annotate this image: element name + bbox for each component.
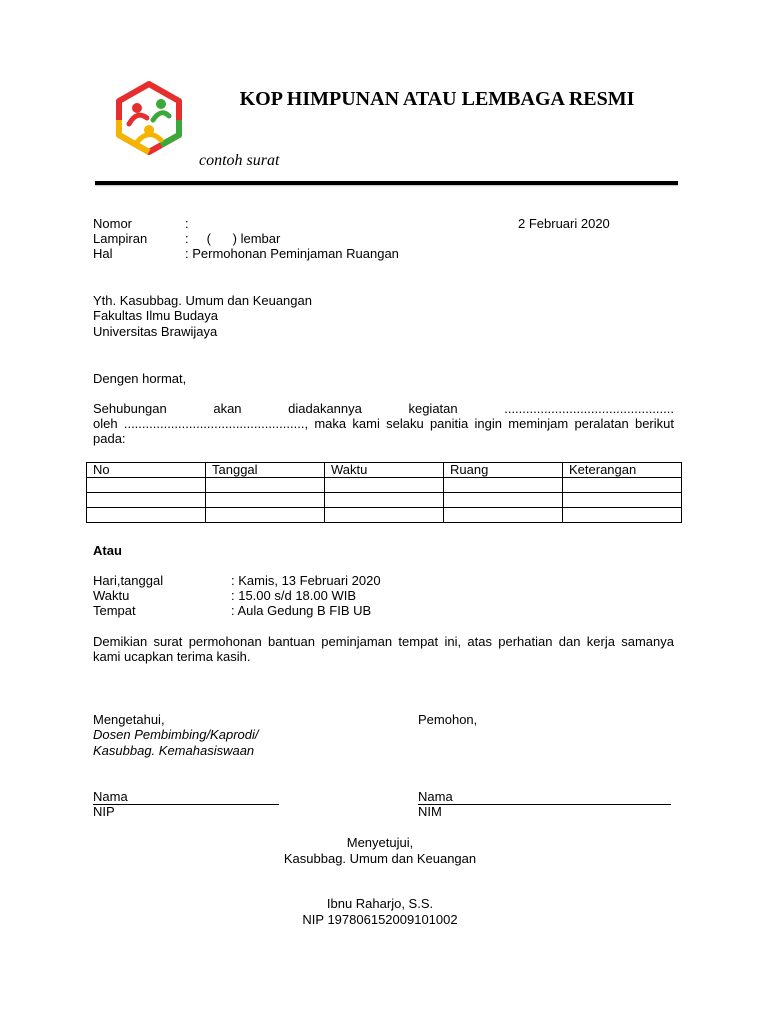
intro-rest: oleh .................................................., maka kami selaku panitia ingin meminjam peralatan berikut pada: (93, 416, 674, 446)
recipient-line-2: Fakultas Ilmu Budaya (93, 308, 219, 323)
hari-label: Hari,tanggal (93, 573, 164, 588)
intro-word: ............................................... (504, 401, 674, 416)
approver-nip: NIP 197806152009101002 (302, 912, 458, 927)
table-cell (87, 478, 206, 493)
right-signature-name (418, 789, 671, 805)
right-nim: NIM (418, 804, 442, 819)
table-cell (563, 493, 682, 508)
tempat-value: : Aula Gedung B FIB UB (231, 603, 372, 618)
approval-block (180, 835, 580, 867)
letterhead-subtitle: contoh surat (199, 152, 280, 169)
waktu-label: Waktu (93, 588, 130, 603)
table-cell (444, 508, 563, 523)
letterhead-divider (95, 181, 678, 185)
left-role-line-1: Dosen Pembimbing/Kaprodi/ (93, 727, 259, 742)
table-cell (325, 508, 444, 523)
table-cell (444, 493, 563, 508)
left-role-line-2: Kasubbag. Kemahasiswaan (93, 743, 255, 758)
closing-paragraph: Demikian surat permohonan bantuan peminjaman tempat ini, atas perhatian dan kerja samanya kami ucapkan terima kasih. (93, 634, 674, 664)
right-name-text: Nama (418, 789, 671, 805)
intro-first-line (93, 401, 674, 416)
hal-value: : Permohonan Peminjaman Ruangan (185, 246, 399, 261)
table-cell (325, 493, 444, 508)
hal-label: Hal (93, 246, 113, 261)
table-header-cell: Tanggal (206, 463, 325, 478)
table-header-cell: Waktu (325, 463, 444, 478)
table-cell (563, 478, 682, 493)
waktu-value: : 15.00 s/d 18.00 WIB (231, 588, 357, 603)
lampiran-value: : ( ) lembar (185, 231, 281, 246)
table-cell (206, 508, 325, 523)
left-name-text: Nama (93, 789, 279, 805)
lampiran-label: Lampiran (93, 231, 148, 246)
intro-word: Sehubungan (93, 401, 167, 416)
approver-name: Ibnu Raharjo, S.S. (326, 896, 434, 911)
letterhead-title: KOP HIMPUNAN ATAU LEMBAGA RESMI (239, 88, 635, 110)
left-signature-name (93, 789, 279, 805)
table-cell (206, 493, 325, 508)
atau-heading: Atau (93, 543, 122, 558)
table-row (87, 478, 682, 493)
approver-block (180, 896, 580, 928)
intro-word: diadakannya (288, 401, 362, 416)
table-header-cell: No (87, 463, 206, 478)
mengetahui-label: Mengetahui, (93, 712, 165, 727)
intro-word: kegiatan (408, 401, 458, 416)
hari-value: : Kamis, 13 Februari 2020 (231, 573, 381, 588)
menyetujui-label: Menyetujui, (346, 835, 414, 850)
table-header-row (87, 463, 682, 478)
left-nip: NIP (93, 804, 115, 819)
table-row (87, 493, 682, 508)
tempat-label: Tempat (93, 603, 136, 618)
recipient-line-3: Universitas Brawijaya (93, 324, 218, 339)
intro-word: akan (213, 401, 242, 416)
schedule-table (86, 462, 682, 523)
letter-date: 2 Februari 2020 (518, 216, 610, 231)
greeting: Dengen hormat, (93, 371, 187, 386)
table-cell (206, 478, 325, 493)
table-header-cell: Ruang (444, 463, 563, 478)
table-cell (563, 508, 682, 523)
approver-role: Kasubbag. Umum dan Keuangan (283, 851, 477, 866)
organization-logo-icon (113, 80, 185, 156)
pemohon-label: Pemohon, (418, 712, 478, 727)
recipient-line-1: Yth. Kasubbag. Umum dan Keuangan (93, 293, 312, 308)
table-header-cell: Keterangan (563, 463, 682, 478)
table-cell (444, 478, 563, 493)
table-cell (87, 508, 206, 523)
table-row (87, 508, 682, 523)
table-cell (87, 493, 206, 508)
table-cell (325, 478, 444, 493)
intro-paragraph (93, 401, 674, 446)
nomor-value: : (185, 216, 189, 231)
nomor-label: Nomor (93, 216, 133, 231)
